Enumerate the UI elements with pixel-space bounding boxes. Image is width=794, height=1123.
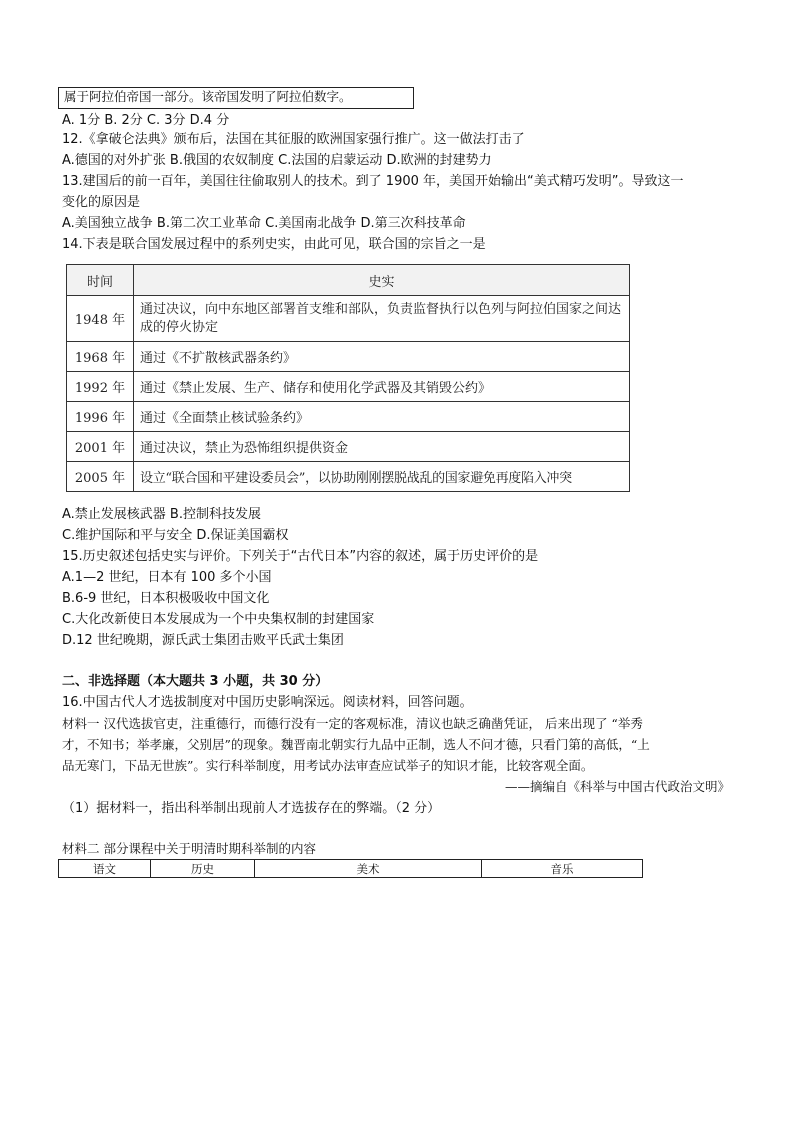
table-cell-fact: 设立“联合国和平建设委员会”，以协助刚刚摆脱战乱的国家避免再度陷入冲突: [134, 462, 630, 492]
course-header-art: 美术: [255, 860, 482, 878]
q11-box-text: 属于阿拉伯帝国一部分。该帝国发明了阿拉伯数字。: [64, 89, 352, 104]
table-header-fact: 史实: [134, 265, 630, 296]
q14-options-line2: C.维护国际和平与安全 D.保证美国霸权: [62, 528, 289, 543]
table-cell-year: 1948 年: [67, 296, 134, 342]
q13-stem-line1: 13.建国后的前一百年，美国往往偷取别人的技术。到了 1900 年，美国开始输出“美式精巧发明”。导致这一: [62, 174, 684, 189]
q15-option-a: A.1—2 世纪，日本有 100 多个小国: [62, 570, 272, 585]
table-header-time: 时间: [67, 265, 134, 296]
q14-stem: 14.下表是联合国发展过程中的系列史实，由此可见，联合国的宗旨之一是: [62, 237, 486, 252]
table-cell-year: 2001 年: [67, 432, 134, 462]
table-cell-year: 1996 年: [67, 402, 134, 432]
q16-material1-source: ——摘编自《科举与中国古代政治文明》: [504, 779, 730, 794]
course-table-header-row: [59, 860, 643, 878]
table-cell-fact: 通过决议，向中东地区部署首支维和部队，负责监督执行以色列与阿拉伯国家之间达成的停火协定: [134, 296, 630, 342]
q14-options-line1: A.禁止发展核武器 B.控制科技发展: [62, 507, 261, 522]
q16-material1-line3: 品无寒门，下品无世族”。实行科举制度，用考试办法审查应试举子的知识才能，比较客观全面。: [62, 758, 594, 773]
table-header-row: [67, 265, 630, 296]
table-cell-year: 2005 年: [67, 462, 134, 492]
q12-stem: 12.《拿破仑法典》颁布后，法国在其征服的欧洲国家强行推广。这一做法打击了: [62, 132, 525, 147]
table-cell-year: 1992 年: [67, 372, 134, 402]
table-row: [67, 296, 630, 342]
un-history-table: [66, 264, 630, 492]
q15-stem: 15.历史叙述包括史实与评价。下列关于“古代日本”内容的叙述，属于历史评价的是: [62, 549, 539, 564]
table-cell-fact: 通过《禁止发展、生产、储存和使用化学武器及其销毁公约》: [134, 372, 630, 402]
table-row: [67, 372, 630, 402]
q16-stem: 16.中国古代人才选拔制度对中国历史影响深远。阅读材料，回答问题。: [62, 695, 473, 710]
course-table: [58, 859, 643, 878]
q15-option-b: B.6-9 世纪，日本积极吸收中国文化: [62, 591, 270, 606]
q15-option-c: C.大化改新使日本发展成为一个中央集权制的封建国家: [62, 612, 375, 627]
table-cell-fact: 通过《全面禁止核试验条约》: [134, 402, 630, 432]
table-row: [67, 432, 630, 462]
course-header-history: 历史: [151, 860, 255, 878]
q16-material1-line1: 材料一 汉代选拔官吏，注重德行，而德行没有一定的客观标准，清议也缺乏确凿凭证， 后来出现了 “举秀: [62, 716, 643, 731]
q15-option-d: D.12 世纪晚期，源氏武士集团击败平氏武士集团: [62, 633, 344, 648]
q11-options: A. 1分 B. 2分 C. 3分 D.4 分: [62, 113, 230, 128]
section2-title: 二、非选择题（本大题共 3 小题，共 30 分）: [62, 674, 329, 689]
table-row: [67, 402, 630, 432]
table-cell-year: 1968 年: [67, 342, 134, 372]
table-cell-fact: 通过决议，禁止为恐怖组织提供资金: [134, 432, 630, 462]
course-header-music: 音乐: [482, 860, 643, 878]
q16-subquestion-1: （1）据材料一，指出科举制出现前人才选拔存在的弊端。（2 分）: [62, 801, 441, 816]
table-row: [67, 342, 630, 372]
table-row: [67, 462, 630, 492]
table-cell-fact: 通过《不扩散核武器条约》: [134, 342, 630, 372]
q12-options: A.德国的对外扩张 B.俄国的农奴制度 C.法国的启蒙运动 D.欧洲的封建势力: [62, 153, 492, 168]
course-header-chinese: 语文: [59, 860, 151, 878]
q16-material2-title: 材料二 部分课程中关于明清时期科举制的内容: [62, 841, 316, 856]
q16-material1-line2: 才，不知书；举孝廉，父别居”的现象。魏晋南北朝实行九品中正制，选人不问才德，只看门第的高低，“上: [62, 737, 650, 752]
q13-options: A.美国独立战争 B.第二次工业革命 C.美国南北战争 D.第三次科技革命: [62, 216, 466, 231]
q13-stem-line2: 变化的原因是: [62, 195, 141, 210]
